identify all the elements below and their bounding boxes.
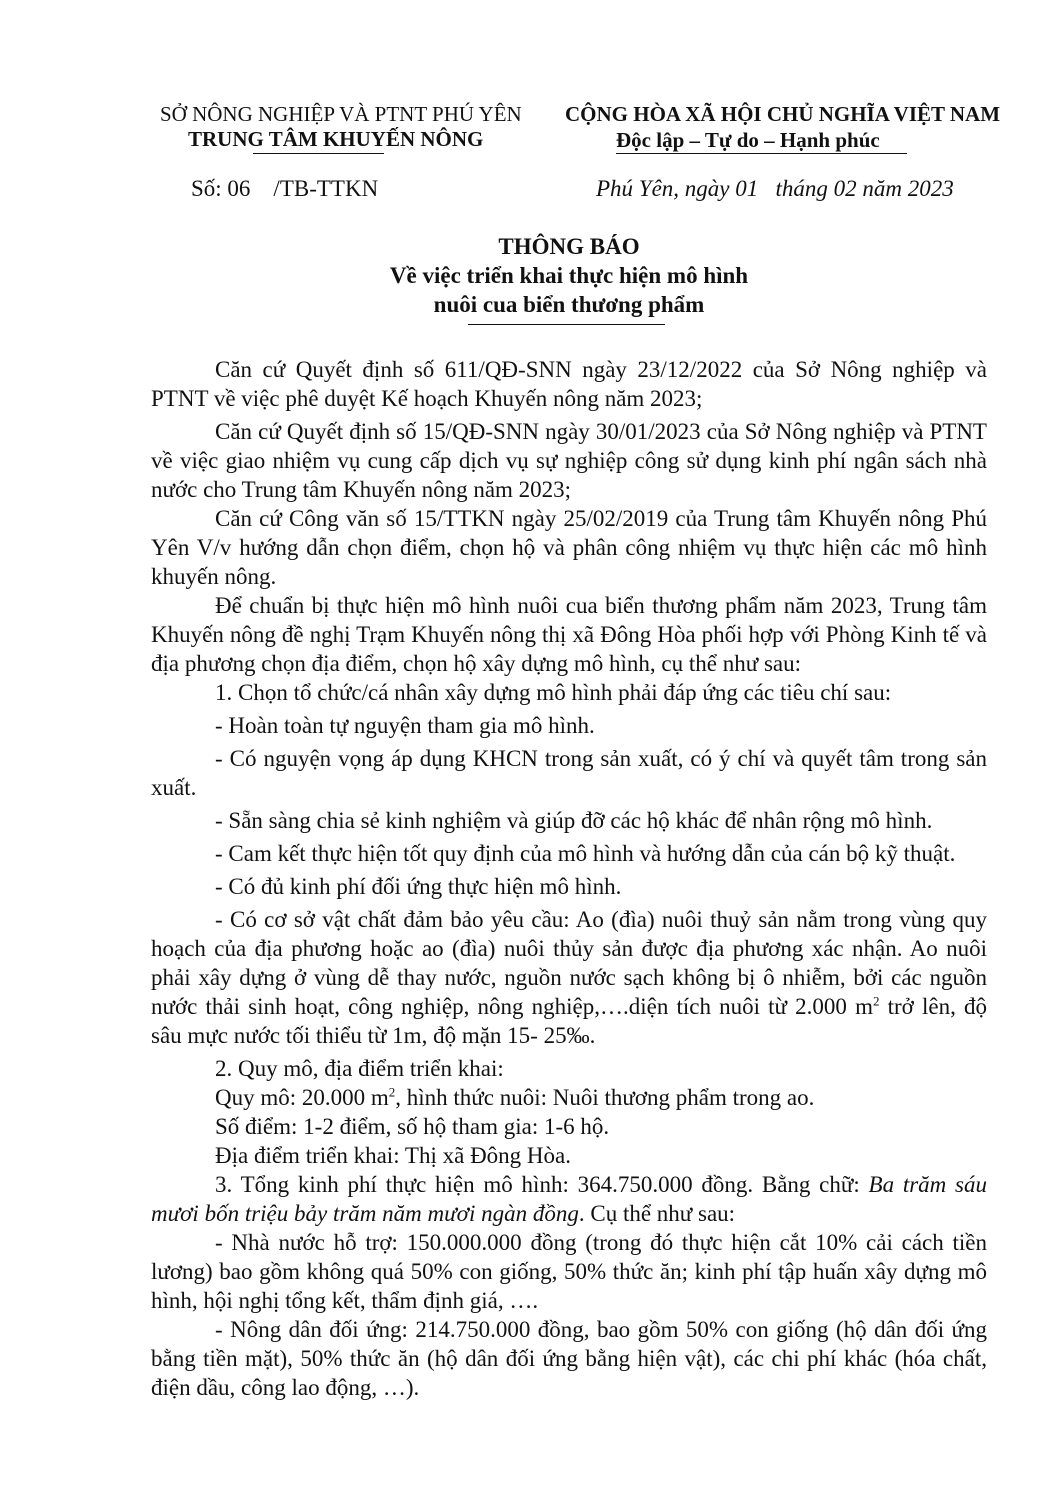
document-body (151, 355, 987, 1402)
criterion-funding: - Có đủ kinh phí đối ứng thực hiện mô hình. (215, 874, 622, 899)
facilities-text: - Có cơ sở vật chất đảm bảo yêu cầu: Ao (đìa) nuôi thuỷ sản nằm trong vùng quy hoạch của địa phương hoặc ao (đìa) nuôi thủy sản được địa phương xác nhận. Ao nuôi phải xây dựng ở vùng dễ thay nước, nguồn nước sạch không bị ô nhiễm, bởi các nguồn nước thải sinh hoạt, công nghiệp, nông nghiệp,….diện tích nuôi từ 2.000 m (151, 907, 987, 1019)
document-subject-line2: nuôi cua biển thương phẩm (433, 292, 705, 317)
section-1-heading: 1. Chọn tổ chức/cá nhân xây dựng mô hình phải đáp ứng các tiêu chí sau: (215, 680, 892, 705)
area-superscript: 2 (872, 993, 880, 1009)
scale-superscript: 2 (388, 1084, 396, 1100)
nation-motto: Độc lập – Tự do – Hạnh phúc (616, 128, 880, 152)
budget-text-end: . Cụ thể như sau: (578, 1201, 736, 1226)
farmer-contribution-paragraph: - Nông dân đối ứng: 214.750.000 đồng, bao gồm 50% con giống (hộ dân đối ứng bằng tiền mặt), 50% thức ăn (hộ dân đối ứng bằng hiện vật), các chi phí khác (hóa chất, điện dầu, công lao động, …). (151, 1317, 987, 1400)
section-3-heading (151, 1170, 987, 1228)
basis-paragraph-1: Căn cứ Quyết định số 611/QĐ-SNN ngày 23/12/2022 của Sở Nông nghiệp và PTNT về việc phê duyệt Kế hoạch Khuyến nông năm 2023; (151, 357, 987, 411)
agency-name: SỞ NÔNG NGHIỆP VÀ PTNT PHÚ YÊN (160, 102, 522, 126)
points-line: Số điểm: 1-2 điểm, số hộ tham gia: 1-6 hộ. (215, 1114, 610, 1139)
criterion-sharing: - Sẵn sàng chia sẻ kinh nghiệm và giúp đỡ các hộ khác để nhân rộng mô hình. (215, 808, 933, 833)
basis-paragraph-3: Căn cứ Công văn số 15/TTKN ngày 25/02/2019 của Trung tâm Khuyến nông Phú Yên V/v hướng dẫn chọn điểm, chọn hộ và phân công nhiệm vụ thực hiện các mô hình khuyến nông. (151, 506, 987, 589)
nation-name: CỘNG HÒA XÃ HỘI CHỦ NGHĨA VIỆT NAM (565, 102, 1001, 126)
document-number: Số: 06 /TB-TTKN (191, 176, 379, 201)
intro-paragraph: Để chuẩn bị thực hiện mô hình nuôi cua biển thương phẩm năm 2023, Trung tâm Khuyến nông đề nghị Trạm Khuyến nông thị xã Đông Hòa phối hợp với Phòng Kinh tế và địa phương chọn địa điểm, chọn hộ xây dựng mô hình, cụ thể như sau: (151, 593, 987, 676)
agency-underline (253, 153, 384, 154)
scale-text-end: , hình thức nuôi: Nuôi thương phẩm trong ao. (395, 1085, 815, 1110)
location-line: Địa điểm triển khai: Thị xã Đông Hòa. (215, 1143, 571, 1168)
title-underline (468, 324, 665, 325)
criterion-commitment: - Cam kết thực hiện tốt quy định của mô hình và hướng dẫn của cán bộ kỹ thuật. (215, 841, 956, 866)
document-date: Phú Yên, ngày 01 tháng 02 năm 2023 (596, 176, 954, 201)
motto-underline (616, 153, 907, 154)
criterion-technology: - Có nguyện vọng áp dụng KHCN trong sản xuất, có ý chí và quyết tâm trong sản xuất. (151, 746, 987, 800)
budget-in-words: Ba trăm sáu mươi bốn triệu bảy trăm năm mươi ngàn đồng (151, 1172, 987, 1226)
agency-center-name: TRUNG TÂM KHUYẾN NÔNG (188, 127, 484, 151)
basis-paragraph-2: Căn cứ Quyết định số 15/QĐ-SNN ngày 30/01/2023 của Sở Nông nghiệp và PTNT về việc giao nhiệm vụ cung cấp dịch vụ sự nghiệp công sử dụng kinh phí ngân sách nhà nước cho Trung tâm Khuyến nông năm 2023; (151, 419, 987, 502)
criterion-facilities (151, 905, 987, 1050)
scale-text: Quy mô: 20.000 m (215, 1085, 389, 1110)
facilities-text-end: trở lên, độ sâu mực nước tối thiểu từ 1m, độ mặn 15- 25‰. (151, 994, 988, 1048)
section-2-heading: 2. Quy mô, địa điểm triển khai: (215, 1056, 504, 1081)
state-support-paragraph: - Nhà nước hỗ trợ: 150.000.000 đồng (trong đó thực hiện cắt 10% cải cách tiền lương) bao gồm không quá 50% con giống, 50% thức ăn; kinh phí tập huấn xây dựng mô hình, hội nghị tổng kết, thẩm định giá, …. (151, 1230, 987, 1313)
document-subject-line1: Về việc triển khai thực hiện mô hình (389, 263, 749, 288)
criterion-voluntary: - Hoàn toàn tự nguyện tham gia mô hình. (215, 713, 595, 738)
budget-text: 3. Tổng kinh phí thực hiện mô hình: 364.750.000 đồng. Bằng chữ: (215, 1172, 869, 1197)
document-title: THÔNG BÁO (498, 234, 640, 259)
scale-line (151, 1083, 987, 1112)
